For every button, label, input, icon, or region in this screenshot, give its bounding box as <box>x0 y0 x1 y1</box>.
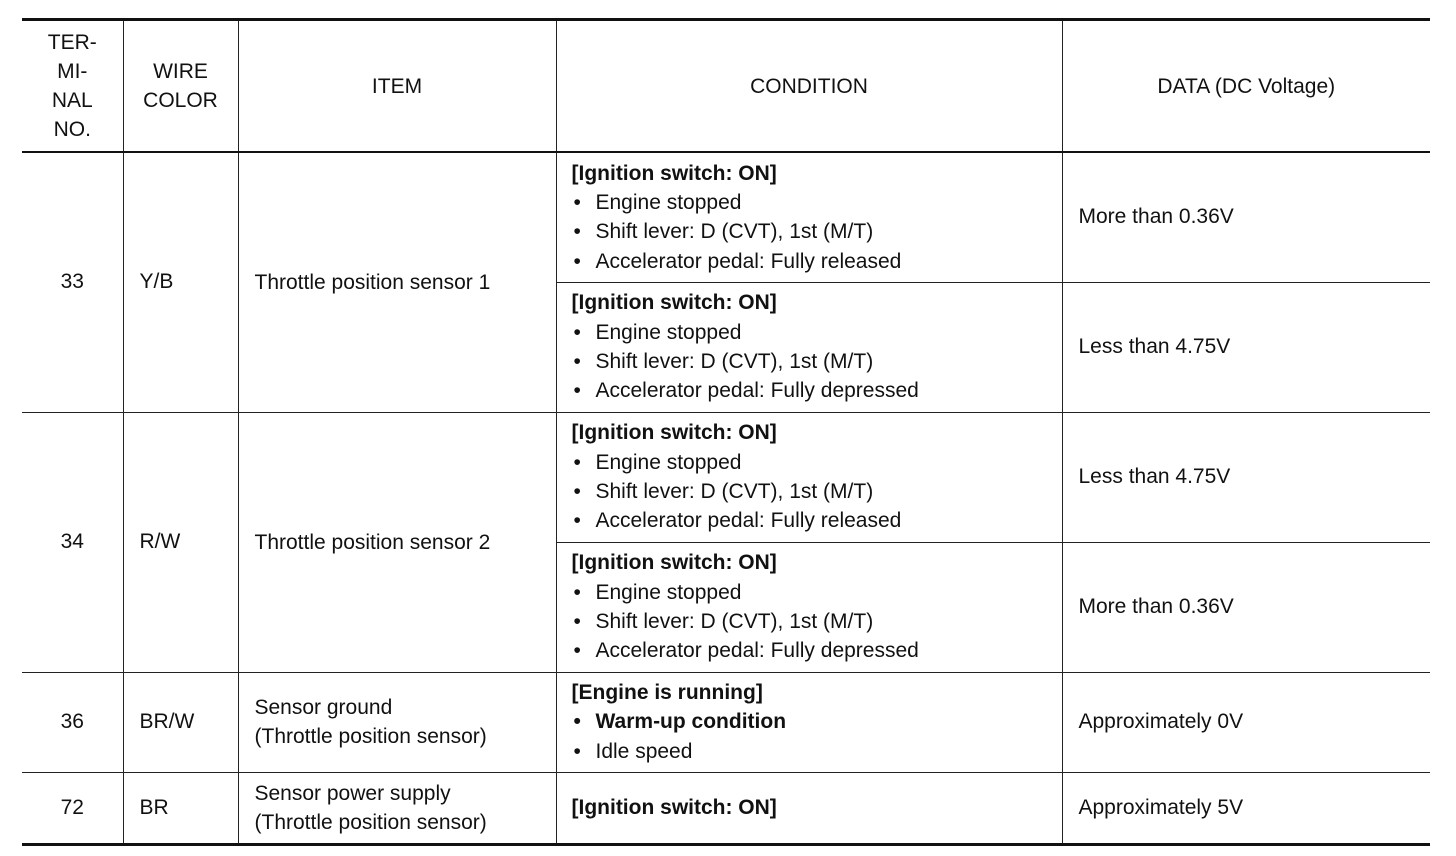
terminal-number: 72 <box>22 772 123 844</box>
data-value: Approximately 0V <box>1062 672 1430 772</box>
table-row <box>22 672 1430 772</box>
condition-cell <box>556 152 1062 282</box>
condition-cell <box>556 772 1062 844</box>
table-row <box>22 412 1430 542</box>
header-terminal-no: TER- MI- NAL NO. <box>22 20 123 153</box>
condition-heading: [Engine is running] <box>571 681 763 705</box>
condition-heading: [Ignition switch: ON] <box>571 795 777 819</box>
item-name: Throttle position sensor 2 <box>238 412 556 672</box>
condition-heading: [Ignition switch: ON] <box>571 291 777 315</box>
data-value: More than 0.36V <box>1062 152 1430 282</box>
data-value: Approximately 5V <box>1062 772 1430 844</box>
terminal-number: 33 <box>22 152 123 412</box>
condition-bullet: • Accelerator pedal: Fully depressed <box>572 636 1048 665</box>
terminal-number: 34 <box>22 412 123 672</box>
header-data: DATA (DC Voltage) <box>1062 20 1430 153</box>
condition-bullet: • Accelerator pedal: Fully released <box>572 247 1048 276</box>
condition-heading: [Ignition switch: ON] <box>571 551 777 575</box>
wire-color: R/W <box>123 412 238 672</box>
item-name: Sensor power supply (Throttle position sensor) <box>238 772 556 844</box>
wire-color: BR/W <box>123 672 238 772</box>
header-condition: CONDITION <box>556 20 1062 153</box>
condition-bullet: • Shift lever: D (CVT), 1st (M/T) <box>572 477 1048 506</box>
condition-heading: [Ignition switch: ON] <box>571 161 777 185</box>
item-name: Throttle position sensor 1 <box>238 152 556 412</box>
condition-bullet: • Engine stopped <box>572 578 1048 607</box>
condition-cell <box>556 412 1062 542</box>
data-value: Less than 4.75V <box>1062 412 1430 542</box>
terminal-data-table <box>22 18 1430 846</box>
wire-color: BR <box>123 772 238 844</box>
condition-bullet: • Accelerator pedal: Fully depressed <box>572 376 1048 405</box>
condition-bullet: • Warm-up condition <box>572 707 1048 736</box>
condition-bullet: • Engine stopped <box>572 448 1048 477</box>
data-value: Less than 4.75V <box>1062 282 1430 412</box>
condition-cell <box>556 282 1062 412</box>
header-item: ITEM <box>238 20 556 153</box>
condition-bullet: • Accelerator pedal: Fully released <box>572 506 1048 535</box>
item-name: Sensor ground (Throttle position sensor) <box>238 672 556 772</box>
condition-cell <box>556 542 1062 672</box>
condition-bullet: • Idle speed <box>572 737 1048 766</box>
data-value: More than 0.36V <box>1062 542 1430 672</box>
condition-bullet: • Shift lever: D (CVT), 1st (M/T) <box>572 347 1048 376</box>
condition-cell <box>556 672 1062 772</box>
condition-heading: [Ignition switch: ON] <box>571 421 777 445</box>
header-wire-color: WIRE COLOR <box>123 20 238 153</box>
table-row <box>22 152 1430 282</box>
wire-color: Y/B <box>123 152 238 412</box>
condition-bullet: • Shift lever: D (CVT), 1st (M/T) <box>572 217 1048 246</box>
condition-bullet: • Engine stopped <box>572 188 1048 217</box>
table-row <box>22 772 1430 844</box>
table-header-row <box>22 20 1430 153</box>
condition-bullet: • Engine stopped <box>572 318 1048 347</box>
condition-bullet: • Shift lever: D (CVT), 1st (M/T) <box>572 607 1048 636</box>
terminal-number: 36 <box>22 672 123 772</box>
